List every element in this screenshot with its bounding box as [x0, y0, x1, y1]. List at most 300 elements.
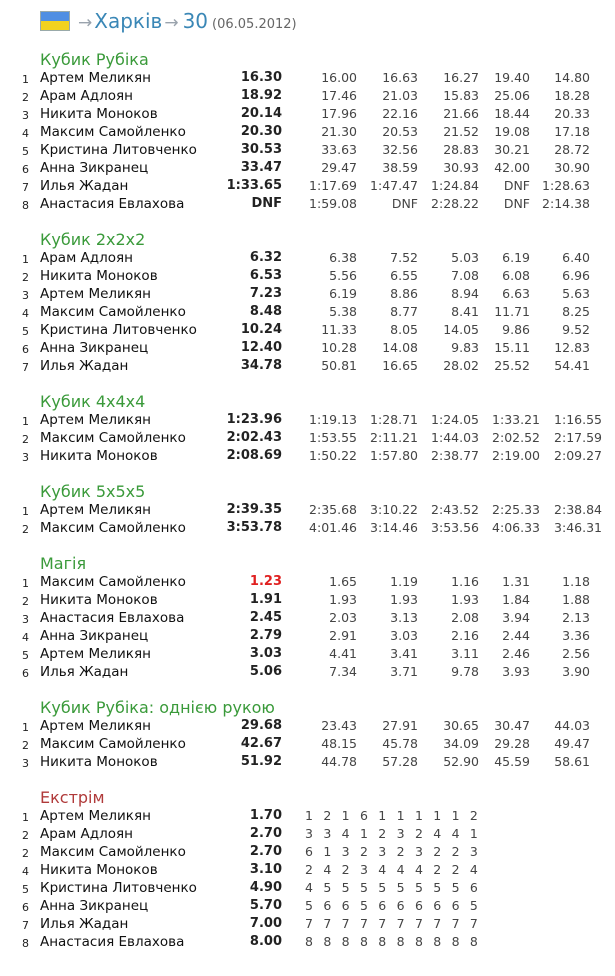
- attempt-time: 30.93: [443, 160, 479, 175]
- place-number: 4: [22, 127, 29, 140]
- attempt-time: 9.78: [451, 664, 479, 679]
- result-row: [0, 124, 615, 142]
- competitor-name[interactable]: Максим Самойленко: [40, 304, 186, 320]
- attempt-time: 44.78: [321, 754, 357, 769]
- attempt-time: 57.28: [382, 754, 418, 769]
- result-value: 2.45: [249, 610, 282, 625]
- attempt-time: 54.41: [554, 358, 590, 373]
- competitor-name[interactable]: Кристина Литовченко: [40, 142, 197, 158]
- competitor-name[interactable]: Максим Самойленко: [40, 430, 186, 446]
- attempt-time: 17.46: [321, 88, 357, 103]
- attempt-time: 14.05: [443, 322, 479, 337]
- attempt-time: 7.34: [329, 664, 357, 679]
- attempt-time: 5.63: [562, 286, 590, 301]
- attempt-time: 1:50.22: [309, 448, 357, 463]
- attempt-time: 18.28: [554, 88, 590, 103]
- attempt-time: 2:35.68: [309, 502, 357, 517]
- attempt-time: 21.03: [382, 88, 418, 103]
- attempt-time: 1.93: [451, 592, 479, 607]
- place-number: 6: [22, 901, 29, 914]
- result-row: [0, 610, 615, 628]
- competitor-name[interactable]: Никита Моноков: [40, 106, 158, 122]
- place-number: 1: [22, 505, 29, 518]
- attempt-time: 7.08: [451, 268, 479, 283]
- place-number: 6: [22, 667, 29, 680]
- attempt-time: 21.66: [443, 106, 479, 121]
- result-row: [0, 358, 615, 376]
- attempt-time: 28.72: [554, 142, 590, 157]
- attempt-time: 2:25.33: [492, 502, 540, 517]
- result-value: 2.70: [249, 844, 282, 859]
- attempt-time: 1:28.71: [370, 412, 418, 427]
- attempt-time: 1:33.21: [492, 412, 540, 427]
- result-value: 1:23.96: [226, 412, 282, 427]
- place-number: 2: [22, 271, 29, 284]
- attempt-time: 4.41: [329, 646, 357, 661]
- competitor-name[interactable]: Илья Жадан: [40, 916, 129, 932]
- attempt-time: 6.19: [329, 286, 357, 301]
- attempt-time: 1:44.03: [431, 430, 479, 445]
- result-value: 6.32: [249, 250, 282, 265]
- attempt-time: 9.83: [451, 340, 479, 355]
- section-title: Кубик 4x4x4: [40, 392, 146, 411]
- result-row: [0, 178, 615, 196]
- section-title: Кубик 2x2x2: [40, 230, 146, 249]
- section-title: Кубик Рубіка: однією рукою: [40, 698, 275, 717]
- result-row: [0, 88, 615, 106]
- attempt-time: 30.47: [494, 718, 530, 733]
- place-number: 5: [22, 325, 29, 338]
- place-number: 4: [22, 865, 29, 878]
- place-number: 2: [22, 847, 29, 860]
- attempt-time: 3:10.22: [370, 502, 418, 517]
- competitor-name[interactable]: Максим Самойленко: [40, 844, 186, 860]
- result-value: 10.24: [240, 322, 282, 337]
- attempt-time: 15.83: [443, 88, 479, 103]
- competitor-name[interactable]: Анна Зикранец: [40, 160, 149, 176]
- place-number: 2: [22, 829, 29, 842]
- attempt-time: 29.28: [494, 736, 530, 751]
- attempt-time: 5.56: [329, 268, 357, 283]
- attempt-time: 8.94: [451, 286, 479, 301]
- attempt-time: 2.08: [451, 610, 479, 625]
- result-row: [0, 592, 615, 610]
- result-row: [0, 718, 615, 736]
- attempt-time: 5.38: [329, 304, 357, 319]
- attempt-time: DNF: [503, 178, 530, 193]
- attempt-time: 3:14.46: [370, 520, 418, 535]
- attempt-time: 1.31: [502, 574, 530, 589]
- competition-date: (06.05.2012): [212, 17, 297, 32]
- attempt-time: 6.63: [502, 286, 530, 301]
- result-value: 8.00: [249, 934, 282, 949]
- attempt-time: 1.19: [390, 574, 418, 589]
- place-number: 5: [22, 649, 29, 662]
- attempt-time: 30.65: [443, 718, 479, 733]
- attempt-time: 8.05: [390, 322, 418, 337]
- result-row: [0, 664, 615, 682]
- result-row: [0, 898, 615, 916]
- attempt-time: 32.56: [382, 142, 418, 157]
- result-value: 5.70: [249, 898, 282, 913]
- result-value: 7.00: [249, 916, 282, 931]
- attempt-time: 44.03: [554, 718, 590, 733]
- place-number: 1: [22, 415, 29, 428]
- result-row: [0, 934, 615, 952]
- attempt-time: 58.61: [554, 754, 590, 769]
- attempt-time: 25.06: [494, 88, 530, 103]
- attempt-time: DNF: [503, 196, 530, 211]
- competitor-name[interactable]: Артем Меликян: [40, 718, 151, 734]
- result-value: 1.91: [249, 592, 282, 607]
- competitor-name[interactable]: Арам Адлоян: [40, 250, 133, 266]
- place-number: 2: [22, 523, 29, 536]
- result-value: 20.14: [240, 106, 282, 121]
- result-value: 16.30: [240, 70, 282, 85]
- attempt-time: 16.65: [382, 358, 418, 373]
- attempt-time: 30.90: [554, 160, 590, 175]
- competitor-name[interactable]: Илья Жадан: [40, 664, 129, 680]
- attempt-time: 3.13: [390, 610, 418, 625]
- attempt-time: 20.33: [554, 106, 590, 121]
- result-row: [0, 304, 615, 322]
- attempt-time: 6.96: [562, 268, 590, 283]
- attempt-time: 30.21: [494, 142, 530, 157]
- result-row: [0, 916, 615, 934]
- result-row: [0, 574, 615, 592]
- attempt-time: 28.83: [443, 142, 479, 157]
- attempt-time: 28.02: [443, 358, 479, 373]
- attempt-time: 48.15: [321, 736, 357, 751]
- attempt-time: 45.59: [494, 754, 530, 769]
- result-value: 2:39.35: [226, 502, 282, 517]
- result-value: 20.30: [240, 124, 282, 139]
- place-number: 3: [22, 451, 29, 464]
- competitor-name[interactable]: Артем Меликян: [40, 646, 151, 662]
- result-row: [0, 808, 615, 826]
- attempt-time: 15.11: [494, 340, 530, 355]
- attempt-time: 17.18: [554, 124, 590, 139]
- place-number: 6: [22, 163, 29, 176]
- result-row: [0, 268, 615, 286]
- attempt-time: 16.00: [321, 70, 357, 85]
- section-title: Екстрім: [40, 788, 105, 807]
- place-number: 3: [22, 613, 29, 626]
- attempt-time: 1:17.69: [309, 178, 357, 193]
- attempt-time: 2:11.21: [370, 430, 418, 445]
- competitor-name[interactable]: Максим Самойленко: [40, 574, 186, 590]
- attempt-time: 11.33: [321, 322, 357, 337]
- attempt-time: 34.09: [443, 736, 479, 751]
- attempt-time: 2:17.59: [554, 430, 602, 445]
- attempt-time: 3.94: [502, 610, 530, 625]
- attempt-time: 2.03: [329, 610, 357, 625]
- attempt-time: 9.52: [562, 322, 590, 337]
- attempt-time: 38.59: [382, 160, 418, 175]
- attempt-time: 4:01.46: [309, 520, 357, 535]
- result-value: 1:33.65: [226, 178, 282, 193]
- result-value: 42.67: [240, 736, 282, 751]
- place-number: 4: [22, 307, 29, 320]
- result-value: 2.70: [249, 826, 282, 841]
- result-value: 3.10: [249, 862, 282, 877]
- result-value: 2.79: [249, 628, 282, 643]
- attempt-time: 16.27: [443, 70, 479, 85]
- result-row: [0, 628, 615, 646]
- place-number: 2: [22, 91, 29, 104]
- place-number: 1: [22, 73, 29, 86]
- result-row: [0, 142, 615, 160]
- attempt-time: 6.19: [502, 250, 530, 265]
- section-title: Магія: [40, 554, 87, 573]
- place-number: 8: [22, 937, 29, 950]
- attempt-time: 21.30: [321, 124, 357, 139]
- place-number: 3: [22, 109, 29, 122]
- attempt-time: 14.08: [382, 340, 418, 355]
- attempt-time: 19.40: [494, 70, 530, 85]
- competitor-name[interactable]: Анна Зикранец: [40, 628, 149, 644]
- attempt-time: 2:14.38: [542, 196, 590, 211]
- section-title: Кубик 5x5x5: [40, 482, 146, 501]
- attempt-time: 14.80: [554, 70, 590, 85]
- competitor-name[interactable]: Анна Зикранец: [40, 340, 149, 356]
- attempt-time: 16.63: [382, 70, 418, 85]
- attempt-time: 23.43: [321, 718, 357, 733]
- result-row: [0, 340, 615, 358]
- attempt-time: 1.93: [329, 592, 357, 607]
- attempt-time: 3.41: [390, 646, 418, 661]
- attempt-time: 1:59.08: [309, 196, 357, 211]
- ukraine-flag-icon: [40, 11, 70, 31]
- attempt-time: 25.52: [494, 358, 530, 373]
- attempt-time: 1.16: [451, 574, 479, 589]
- attempt-time: DNF: [391, 196, 418, 211]
- attempt-time: 1:16.55: [554, 412, 602, 427]
- result-row: [0, 826, 615, 844]
- result-row: [0, 736, 615, 754]
- attempt-time: 2.46: [502, 646, 530, 661]
- attempt-time: 2.91: [329, 628, 357, 643]
- result-value: 30.53: [240, 142, 282, 157]
- place-number: 7: [22, 361, 29, 374]
- attempt-time: 7.52: [390, 250, 418, 265]
- attempt-time: 3:46.31: [554, 520, 602, 535]
- competitor-name[interactable]: Никита Моноков: [40, 268, 158, 284]
- result-value: 33.47: [240, 160, 282, 175]
- result-row: [0, 412, 615, 430]
- arrow-right-icon: →: [78, 13, 93, 33]
- attempt-time: 21.52: [443, 124, 479, 139]
- attempt-time: 2:09.27: [554, 448, 602, 463]
- attempt-places: 1 2 1 6 1 1 1 1 1 2: [305, 808, 482, 823]
- competitor-name[interactable]: Никита Моноков: [40, 448, 158, 464]
- attempt-time: 50.81: [321, 358, 357, 373]
- attempt-time: 45.78: [382, 736, 418, 751]
- place-number: 7: [22, 181, 29, 194]
- result-value: DNF: [251, 196, 282, 211]
- attempt-time: 2:43.52: [431, 502, 479, 517]
- arrow-right-icon: →: [164, 13, 179, 33]
- result-value: 8.48: [249, 304, 282, 319]
- competitor-name[interactable]: Арам Адлоян: [40, 88, 133, 104]
- attempt-time: 1.88: [562, 592, 590, 607]
- attempt-time: 3.71: [390, 664, 418, 679]
- result-value: 5.06: [249, 664, 282, 679]
- result-value: 1.70: [249, 808, 282, 823]
- competitor-name[interactable]: Анна Зикранец: [40, 898, 149, 914]
- result-row: [0, 70, 615, 88]
- attempt-places: 4 5 5 5 5 5 5 5 5 6: [305, 880, 482, 895]
- place-number: 4: [22, 631, 29, 644]
- attempt-places: 6 1 3 2 3 2 3 2 2 3: [305, 844, 482, 859]
- result-value: 1.23: [249, 574, 282, 589]
- result-value: 12.40: [240, 340, 282, 355]
- competitor-name[interactable]: Артем Меликян: [40, 808, 151, 824]
- place-number: 3: [22, 289, 29, 302]
- result-row: [0, 196, 615, 214]
- attempt-time: 2.44: [502, 628, 530, 643]
- competitor-name[interactable]: Никита Моноков: [40, 862, 158, 878]
- attempt-time: 1.93: [390, 592, 418, 607]
- place-number: 8: [22, 199, 29, 212]
- result-value: 2:08.69: [226, 448, 282, 463]
- competitor-name[interactable]: Максим Самойленко: [40, 124, 186, 140]
- place-number: 2: [22, 595, 29, 608]
- attempt-places: 2 4 2 3 4 4 4 2 2 4: [305, 862, 482, 877]
- result-row: [0, 430, 615, 448]
- place-number: 1: [22, 811, 29, 824]
- result-value: 2:02.43: [226, 430, 282, 445]
- attempt-time: 3:53.56: [431, 520, 479, 535]
- attempt-time: 3.93: [502, 664, 530, 679]
- competitor-name[interactable]: Анастасия Евлахова: [40, 196, 185, 212]
- place-number: 1: [22, 577, 29, 590]
- attempt-time: 29.47: [321, 160, 357, 175]
- attempt-time: 17.96: [321, 106, 357, 121]
- competitor-name[interactable]: Артем Меликян: [40, 502, 151, 518]
- attempt-time: 22.16: [382, 106, 418, 121]
- result-row: [0, 322, 615, 340]
- attempt-time: 3.03: [390, 628, 418, 643]
- result-row: [0, 160, 615, 178]
- attempt-time: 27.91: [382, 718, 418, 733]
- competitor-name[interactable]: Кристина Литовченко: [40, 880, 197, 896]
- attempt-time: 1.84: [502, 592, 530, 607]
- attempt-time: 52.90: [443, 754, 479, 769]
- result-value: 34.78: [240, 358, 282, 373]
- place-number: 1: [22, 721, 29, 734]
- attempt-time: 1:19.13: [309, 412, 357, 427]
- attempt-time: 12.83: [554, 340, 590, 355]
- attempt-time: 10.28: [321, 340, 357, 355]
- city-link[interactable]: Харків: [94, 9, 163, 33]
- attempt-time: 1:24.05: [431, 412, 479, 427]
- result-row: [0, 646, 615, 664]
- result-row: [0, 502, 615, 520]
- attempt-time: 1.65: [329, 574, 357, 589]
- competitor-name[interactable]: Никита Моноков: [40, 592, 158, 608]
- competitor-name[interactable]: Максим Самойленко: [40, 736, 186, 752]
- attempt-time: 9.86: [502, 322, 530, 337]
- attempt-time: 19.08: [494, 124, 530, 139]
- result-value: 3.03: [249, 646, 282, 661]
- attempt-time: 2:28.22: [431, 196, 479, 211]
- competitor-name[interactable]: Арам Адлоян: [40, 826, 133, 842]
- result-value: 3:53.78: [226, 520, 282, 535]
- attempt-time: 2.16: [451, 628, 479, 643]
- attempt-time: 1:28.63: [542, 178, 590, 193]
- competitor-name[interactable]: Анастасия Евлахова: [40, 610, 185, 626]
- attempt-time: 20.53: [382, 124, 418, 139]
- attempt-time: 6.40: [562, 250, 590, 265]
- attempt-time: 3.11: [451, 646, 479, 661]
- attempt-time: 3.90: [562, 664, 590, 679]
- attempt-time: 49.47: [554, 736, 590, 751]
- attempt-time: 2.13: [562, 610, 590, 625]
- attempt-time: 11.71: [494, 304, 530, 319]
- attempt-time: 1.18: [562, 574, 590, 589]
- competitor-name[interactable]: Илья Жадан: [40, 358, 129, 374]
- result-row: [0, 754, 615, 772]
- attempt-time: 6.55: [390, 268, 418, 283]
- attempt-time: 33.63: [321, 142, 357, 157]
- attempt-places: 3 3 4 1 2 3 2 4 4 1: [305, 826, 482, 841]
- section-title: Кубик Рубіка: [40, 50, 149, 69]
- attempt-time: 3.36: [562, 628, 590, 643]
- competitor-name[interactable]: Анастасия Евлахова: [40, 934, 185, 950]
- result-row: [0, 880, 615, 898]
- place-number: 2: [22, 739, 29, 752]
- competitor-name[interactable]: Максим Самойленко: [40, 520, 186, 536]
- attempt-time: 5.03: [451, 250, 479, 265]
- competitor-name[interactable]: Илья Жадан: [40, 178, 129, 194]
- competitor-name[interactable]: Артем Меликян: [40, 286, 151, 302]
- attempt-time: 6.08: [502, 268, 530, 283]
- attempt-time: 1:24.84: [431, 178, 479, 193]
- result-value: 7.23: [249, 286, 282, 301]
- attempt-time: 2:02.52: [492, 430, 540, 445]
- attempt-time: 18.44: [494, 106, 530, 121]
- attempt-time: 1:53.55: [309, 430, 357, 445]
- attempt-time: 6.38: [329, 250, 357, 265]
- place-number: 7: [22, 919, 29, 932]
- attempt-places: 7 7 7 7 7 7 7 7 7 7: [305, 916, 482, 931]
- result-value: 51.92: [240, 754, 282, 769]
- result-value: 6.53: [249, 268, 282, 283]
- place-number: 5: [22, 883, 29, 896]
- competitor-name[interactable]: Никита Моноков: [40, 754, 158, 770]
- result-row: [0, 520, 615, 538]
- competitor-name[interactable]: Артем Меликян: [40, 412, 151, 428]
- result-value: 29.68: [240, 718, 282, 733]
- attempt-time: 2.56: [562, 646, 590, 661]
- place-number: 6: [22, 343, 29, 356]
- result-row: [0, 286, 615, 304]
- competitor-name[interactable]: Артем Меликян: [40, 70, 151, 86]
- place-number: 5: [22, 145, 29, 158]
- attempt-places: 8 8 8 8 8 8 8 8 8 8: [305, 934, 482, 949]
- place-number: 1: [22, 253, 29, 266]
- result-row: [0, 106, 615, 124]
- result-row: [0, 250, 615, 268]
- attempt-time: 2:38.77: [431, 448, 479, 463]
- attempt-time: 42.00: [494, 160, 530, 175]
- attempt-time: 2:38.84: [554, 502, 602, 517]
- result-row: [0, 844, 615, 862]
- competition-number-link[interactable]: 30: [182, 9, 209, 33]
- result-row: [0, 448, 615, 466]
- competitor-name[interactable]: Кристина Литовченко: [40, 322, 197, 338]
